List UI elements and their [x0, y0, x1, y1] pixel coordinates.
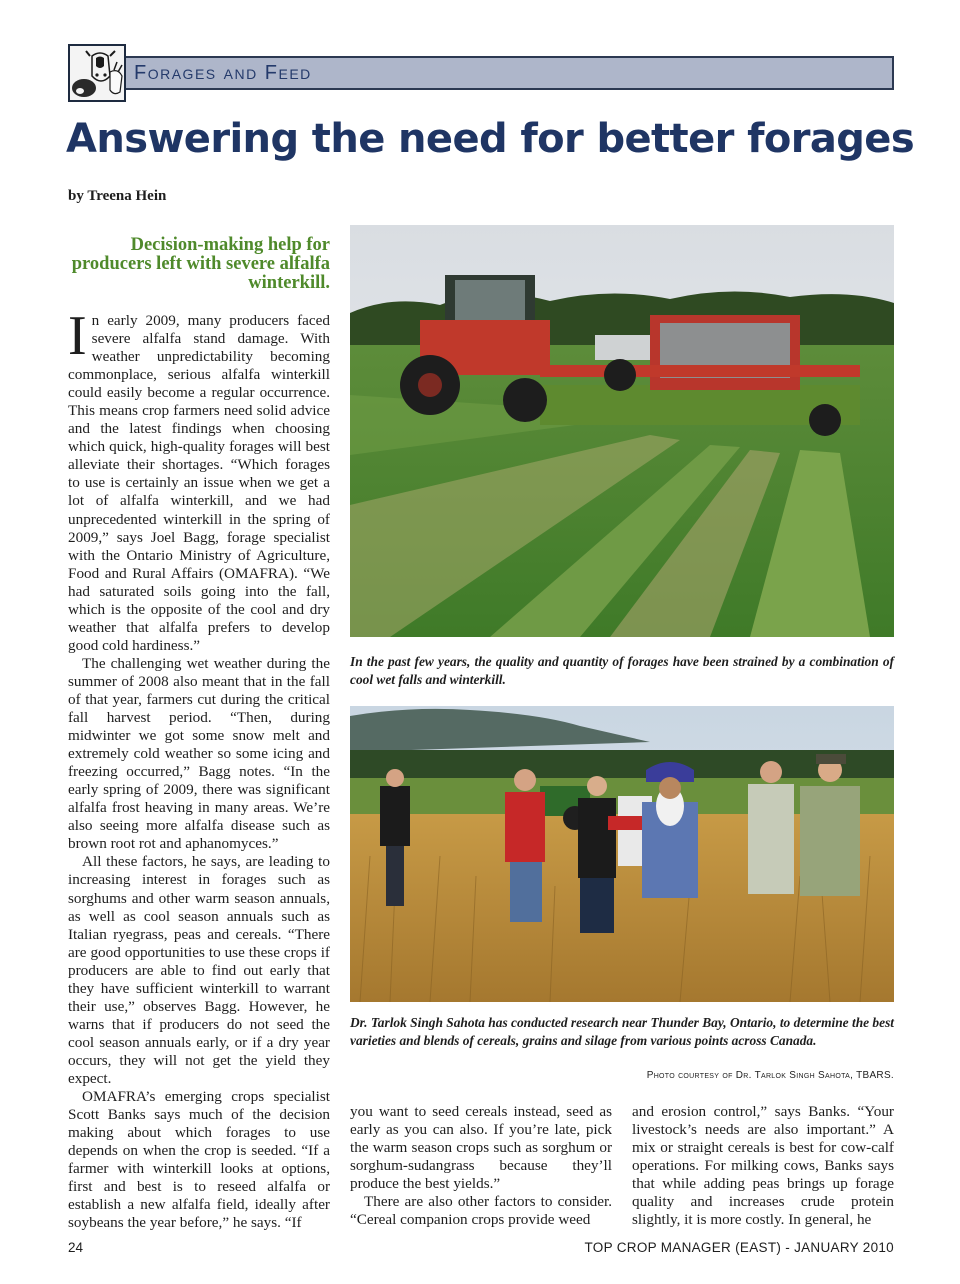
- paragraph: n early 2009, many producers faced severe alfalfa stand damage. With weather unpredictability becoming commonplace, serious alfalfa winterkill could easily become a regular occurrence. This means crop farmers need solid advice and the latest findings when choosing which quick, high-quality forages will best alleviate their shortages. “Which forages to use is certainly an issue when we get a lot of alfalfa winterkill, and we had unprecedented winterkill in the spring of 2009,” says Joel Bagg, forage specialist with the Ontario Ministry of Agriculture, Food and Rural Affairs (OMAFRA). “We had saturated soils going into the fall, which is the opposite of the cool and dry weather that alfalfa prefers to develop good cold hardiness.”: [68, 312, 330, 654]
- photo-caption-1: In the past few years, the quality and quantity of forages have been strained by a combination of cool wet falls and winterkill.: [350, 654, 894, 687]
- publication-footer: TOP CROP MANAGER (EAST) - JANUARY 2010: [584, 1240, 894, 1255]
- paragraph: OMAFRA’s emerging crops specialist Scott Banks says much of the decision making about which forages to use depends on when the crop is seeded. “If a farmer with winterkill looks at options, first and best is to reseed alfalfa or establish a new alfalfa field, ideally after soybeans the year before,” he says. “If: [68, 1088, 330, 1232]
- paragraph: There are also other factors to consider. “Cereal companion crops provide weed: [350, 1193, 612, 1229]
- article-headline: Answering the need for better forages: [66, 116, 915, 162]
- photo-tractor-harvesting: [350, 225, 894, 637]
- photo-credit: Photo courtesy of Dr. Tarlok Singh Sahota, TBARS.: [646, 1070, 894, 1081]
- article-deck: Decision-making help for producers left with severe alfalfa winterkill.: [71, 235, 330, 293]
- drop-cap: I: [68, 305, 87, 367]
- paragraph: you want to seed cereals instead, seed as early as you can also. If you’re late, pick the warm season crops such as sorghum or sorghum-sudangrass because they’ll produce the best yields.”: [350, 1103, 612, 1193]
- livestock-icon: [68, 44, 126, 102]
- photo-caption-2: Dr. Tarlok Singh Sahota has conducted research near Thunder Bay, Ontario, to determine the best varieties and blends of cereals, grains and silage from various points across Canada.: [350, 1015, 895, 1048]
- section-header-bar: [118, 56, 894, 90]
- paragraph: and erosion control,” says Banks. “Your livestock’s needs are also important.” A mix or straight cereals is best for cow-calf operations. For milking cows, Banks says that while adding peas brings up forage quality and increases crude protein slightly, it is more costly. In general, he: [632, 1103, 894, 1229]
- section-title: Forages and Feed: [134, 62, 312, 84]
- body-column-3: [632, 1103, 894, 1229]
- paragraph: All these factors, he says, are leading to increasing interest in forages such as sorghums and other warm season annuals, as well as cool season annuals such as Italian ryegrass, peas and cereals. “There are good opportunities to use these crops if producers are able to find out early that they have sufficient winterkill to warrant their use,” observes Bagg. However, he warns that if producers do not seed the cool season annuals early, or if a dry year occurs, they will not get the yield they expect.: [68, 853, 330, 1087]
- byline: by Treena Hein: [68, 188, 167, 204]
- body-column-2: [350, 1103, 612, 1229]
- body-column-1: [68, 305, 330, 1232]
- paragraph: The challenging wet weather during the summer of 2008 also meant that in the fall of that year, farmers cut during the critical fall harvest period. “Then, during midwinter we got some snow melt and extremely cold weather so some icing and freezing occurred,” Bagg notes. “In the early spring of 2009, there was significant alfalfa frost heaving in many areas. We’re also seeing more alfalfa disease such as brown root rot and aphanomyces.”: [68, 654, 330, 853]
- page-number: 24: [68, 1240, 84, 1255]
- photo-field-research-group: [350, 706, 894, 1002]
